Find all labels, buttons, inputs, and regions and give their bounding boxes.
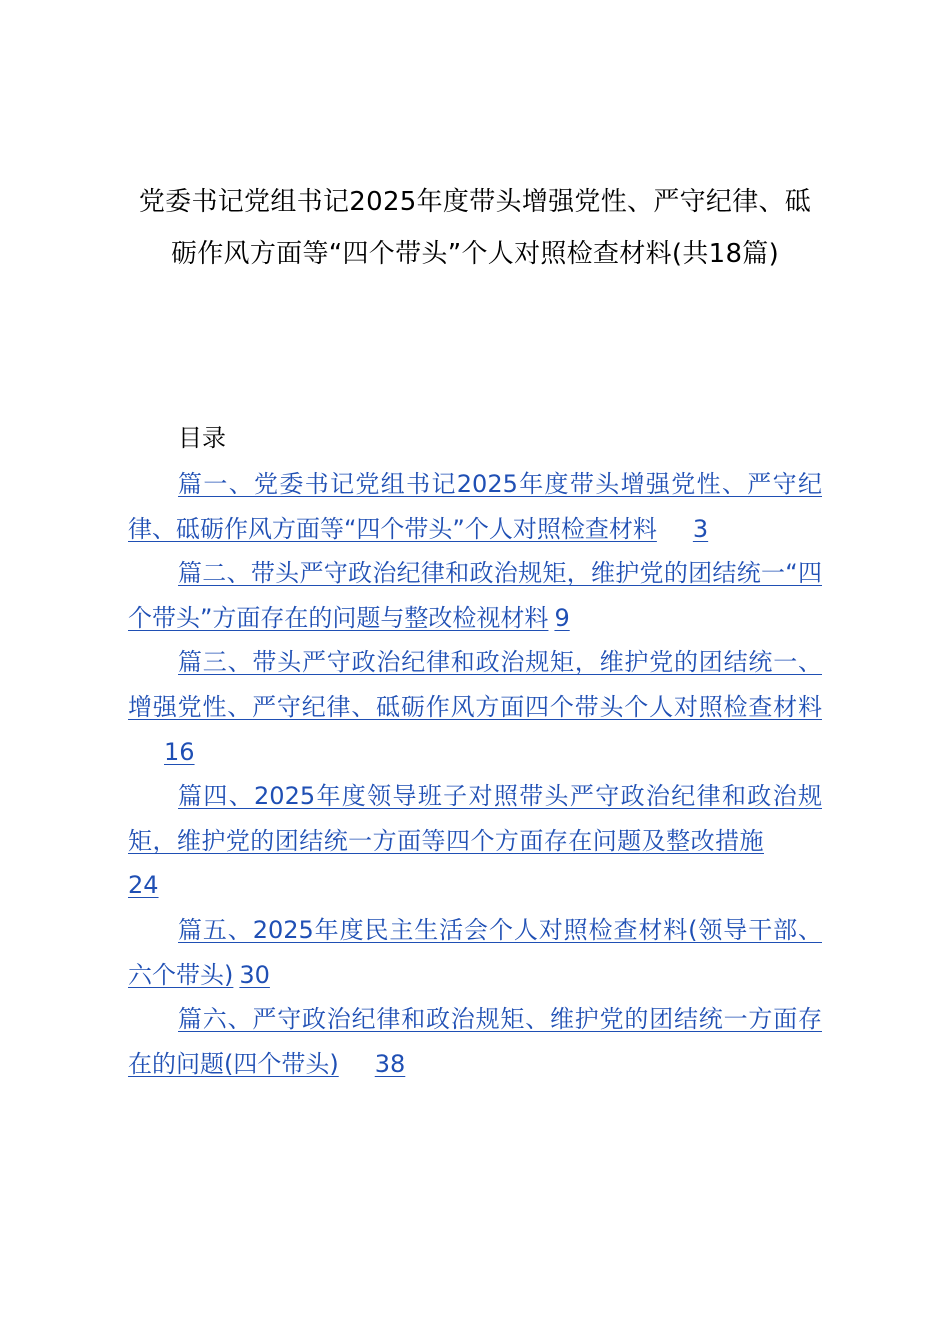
toc-entry-page: 24 [128, 871, 159, 900]
toc-entry-label: 篇六、严守政治纪律和政治规矩、维护党的团结统一方面存在的问题(四个带头) [128, 1005, 822, 1078]
toc-entry-page: 38 [374, 1049, 406, 1078]
toc-link-2[interactable] [128, 551, 822, 640]
toc-entry-6 [128, 997, 822, 1086]
toc-entry-page: 9 [554, 603, 570, 632]
toc-entry-label: 篇三、带头严守政治纪律和政治规矩，维护党的团结统一、增强党性、严守纪律、砥砺作风方面四个带头个人对照检查材料 [128, 648, 822, 721]
toc-entry-4 [128, 774, 822, 908]
toc-entry-label: 篇二、带头严守政治纪律和政治规矩，维护党的团结统一“四个带头”方面存在的问题与整改检视材料 [128, 559, 822, 632]
toc-entry-label: 篇四、2025年度领导班子对照带头严守政治纪律和政治规矩，维护党的团结统一方面等四个方面存在问题及整改措施 [128, 782, 822, 855]
toc-entry-1 [128, 462, 822, 551]
toc-entry-label: 篇五、2025年度民主生活会个人对照检查材料(领导干部、六个带头) [128, 915, 822, 989]
document-title: 党委书记党组书记2025年度带头增强党性、严守纪律、砥砺作风方面等“四个带头”个人对照检查材料(共18篇) [138, 187, 812, 269]
toc-entry-5 [128, 908, 822, 997]
toc-entry-label: 篇一、党委书记党组书记2025年度带头增强党性、严守纪律、砥砺作风方面等“四个带头”个人对照检查材料 [128, 470, 822, 543]
toc-entry-3 [128, 640, 822, 774]
toc-link-1[interactable] [128, 462, 822, 551]
toc-heading: 目录 [178, 424, 226, 452]
toc-link-6[interactable] [128, 997, 822, 1086]
table-of-contents [128, 462, 822, 1086]
toc-link-5[interactable] [128, 908, 822, 997]
toc-entry-page: 30 [239, 960, 270, 989]
toc-link-4[interactable] [128, 774, 822, 908]
toc-entry-page: 3 [692, 514, 709, 543]
toc-link-3[interactable] [128, 640, 822, 774]
toc-entry-2 [128, 551, 822, 640]
toc-entry-page: 16 [164, 737, 195, 766]
